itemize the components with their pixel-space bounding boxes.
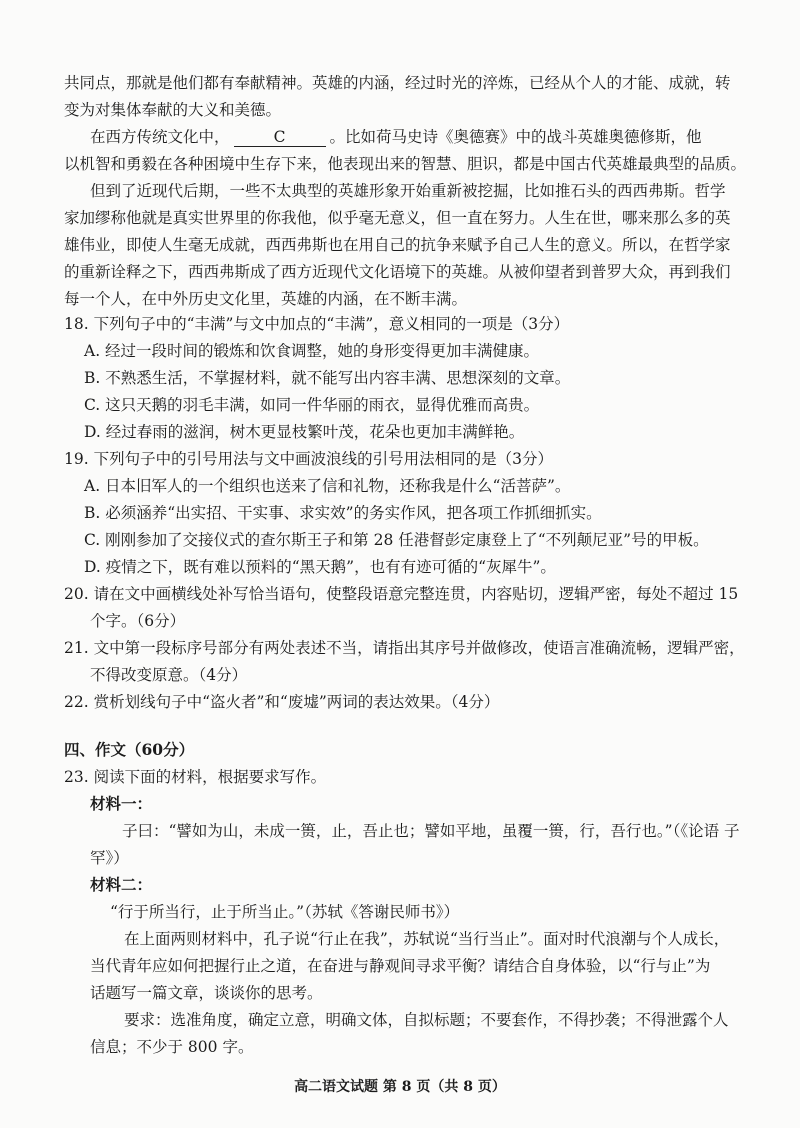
passage-text: 在西方传统文化中， [90,128,230,146]
material-1-text: 子曰：“譬如为山，未成一篑，止，吾止也；譬如平地，虽覆一篑，行，吾行也。”（《论语 子 [122,822,740,840]
fill-blank: C [234,128,326,147]
question-20: 20. 请在文中画横线处补写恰当语句，使整段语意完整连贯，内容贴切，逻辑严密，每处不超过 15 [64,585,739,603]
option-b: B. 不熟悉生活，不掌握材料，就不能写出内容丰满、思想深刻的文章。 [84,369,571,387]
passage-line: 共同点，那就是他们都有奉献精神。英雄的内涵，经过时光的淬炼，已经从个人的才能、成就，转 [64,74,731,92]
requirements: 信息；不少于 800 字。 [90,1038,254,1056]
material-1-text: 罕》） [90,849,129,867]
option-a: A. 经过一段时间的锻炼和饮食调整，她的身形变得更加丰满健康。 [84,342,540,360]
passage-line: 的重新诠释之下，西西弗斯成了西方近现代文化语境下的英雄。从被仰望者到普罗大众，再到我们 [64,263,731,281]
question-20-cont: 个字。（6分） [90,612,186,630]
prompt-line: 在上面两则材料中，孔子说“行止在我”，苏轼说“当行当止”。面对时代浪潮与个人成长， [124,930,730,948]
material-2-text: “行于所当行，止于所当止。”（苏轼《答谢民师书》） [110,903,460,921]
material-1-label: 材料一： [90,794,153,813]
prompt-line: 话题写一篇文章，谈谈你的思考。 [90,984,323,1002]
option-d: D. 疫情之下，既有难以预料的“黑天鹅”，也有有迹可循的“灰犀牛”。 [84,558,556,576]
prompt-line: 当代青年应如何把握行止之道，在奋进与静观间寻求平衡？请结合自身体验，以“行与止”为 [90,957,711,975]
question-21-cont: 不得改变原意。（4分） [90,666,248,684]
page-footer: 高二语文试题 第 8 页（共 8 页） [294,1079,506,1095]
passage-line: 雄伟业，即使人生毫无成就，西西弗斯也在用自己的抗争来赋予自己人生的意义。所以，在哲学家 [64,236,731,254]
passage-line [90,126,702,148]
option-c: C. 这只天鹅的羽毛丰满，如同一件华丽的雨衣，显得优雅而高贵。 [84,396,540,414]
question-22: 22. 赏析划线句子中“盗火者”和“废墟”两词的表达效果。（4分） [64,693,500,711]
option-c: C. 刚刚参加了交接仪式的查尔斯王子和第 28 任港督彭定康登上了“不列颠尼亚”号的甲板。 [84,531,709,549]
passage-text: 。比如荷马史诗《奥德赛》中的战斗英雄奥德修斯，他 [329,128,702,146]
section-heading: 四、作文（60分） [64,740,195,759]
question-18: 18. 下列句子中的“丰满”与文中加点的“丰满”，意义相同的一项是（3分） [64,315,570,333]
passage-line: 以机智和勇毅在各种困境中生存下来，他表现出来的智慧、胆识，都是中国古代英雄最典型的品质。 [64,155,747,173]
requirements: 要求：选准角度，确定立意，明确文体，自拟标题；不要套作，不得抄袭；不得泄露个人 [124,1011,729,1029]
passage-line: 家加缪称他就是真实世界里的你我他，似乎毫无意义，但一直在努力。人生在世，哪来那么多的英 [64,209,731,227]
option-d: D. 经过春雨的滋润，树木更显枝繁叶茂，花朵也更加丰满鲜艳。 [84,423,525,441]
question-19: 19. 下列句子中的引号用法与文中画波浪线的引号用法相同的是（3分） [64,450,553,468]
question-21: 21. 文中第一段标序号部分有两处表述不当，请指出其序号并做修改，使语言准确流畅，逻辑严密， [64,639,745,657]
question-23: 23. 阅读下面的材料，根据要求写作。 [64,768,327,786]
passage-line: 每一个人，在中外历史文化里，英雄的内涵，在不断丰满。 [64,290,468,308]
option-b: B. 必须涵养“出实招、干实事、求实效”的务实作风，把各项工作抓细抓实。 [84,504,602,522]
material-2-label: 材料二： [90,875,153,894]
passage-line: 变为对集体奉献的大义和美德。 [64,101,282,119]
option-a: A. 日本旧军人的一个组织也送来了信和礼物，还称我是什么“活菩萨”。 [84,477,571,495]
passage-line: 但到了近现代后期，一些不太典型的英雄形象开始重新被挖掘，比如推石头的西西弗斯。哲学 [90,182,726,200]
